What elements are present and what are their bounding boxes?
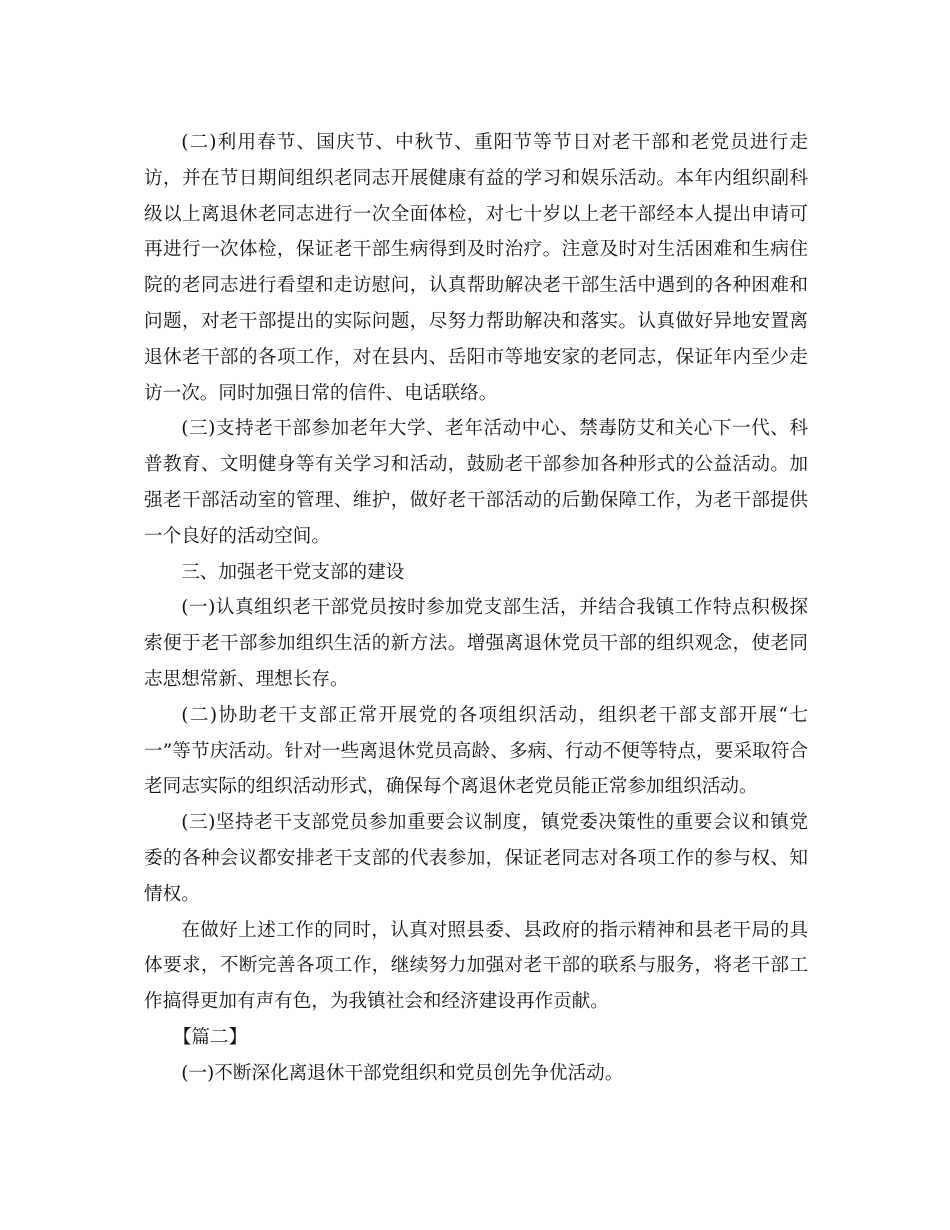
paragraph-deepen-activities: (一)不断深化离退休干部党组织和党员创先争优活动。 [181,1062,624,1084]
section-heading-party-branch: 三、加强老干党支部的建设 [181,561,405,583]
paragraph-assist-branch: (二)协助老干支部正常开展党的各项组织活动，组织老干部支部开展“七一”等节庆活动。针对一些离退休党员高龄、多病、行动不便等特点，要采取符合老同志实际的组织活动形式，确保每个离退休老党员能正常参加组织活动。 [144,704,808,798]
paragraph-meeting-system: (三)坚持老干支部党员参加重要会议制度，镇党委决策性的重要会议和镇党委的各种会议都安排老干支部的代表参加，保证老同志对各项工作的参与权、知情权。 [144,812,808,905]
paragraph-conclusion: 在做好上述工作的同时，认真对照县委、县政府的指示精神和县老干局的具体要求，不断完善各项工作，继续努力加强对老干部的联系与服务，将老干部工作搞得更加有声有色，为我镇社会和经济建设再作贡献。 [144,919,808,1013]
document-body [144,125,808,1092]
paragraph-holiday-visits: (二)利用春节、国庆节、中秋节、重阳节等节日对老干部和老党员进行走访，并在节日期间组织老同志开展健康有益的学习和娱乐活动。本年内组织副科级以上离退休老同志进行一次全面体检，对七十岁以上老干部经本人提出申请可再进行一次体检，保证老干部生病得到及时治疗。注意及时对生活困难和生病住院的老同志进行看望和走访慰问，认真帮助解决老干部生活中遇到的各种困难和问题，对老干部提出的实际问题，尽努力帮助解决和落实。认真做好异地安置离退休老干部的各项工作，对在县内、岳阳市等地安家的老同志，保证年内至少走访一次。同时加强日常的信件、电话联络。 [144,132,808,404]
paragraph-support-activities: (三)支持老干部参加老年大学、老年活动中心、禁毒防艾和关心下一代、科普教育、文明健身等有关学习和活动，鼓励老干部参加各种形式的公益活动。加强老干部活动室的管理、维护，做好老干部活动的后勤保障工作，为老干部提供一个良好的活动空间。 [144,418,808,547]
section-mark-part-two: 【篇二】 [172,1026,248,1048]
paragraph-organize-members: (一)认真组织老干部党员按时参加党支部生活，并结合我镇工作特点积极探索便于老干部参加组织生活的新方法。增强离退休党员干部的组织观念，使老同志思想常新、理想长存。 [144,597,808,690]
